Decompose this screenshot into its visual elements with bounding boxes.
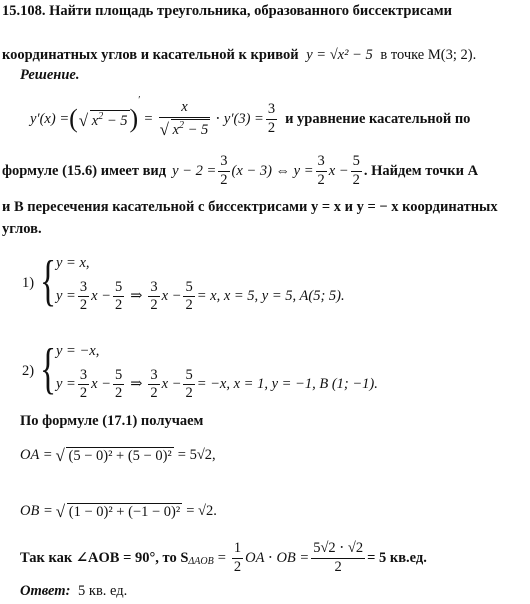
area-fraction: $\frac{5√2 \cdot √2}{2}$ (313, 540, 364, 575)
ob-lhs: OB = (20, 502, 53, 519)
solution-label: Решение. (20, 67, 80, 83)
point-text: в точке M(3; 2). (380, 47, 477, 63)
oa-sqrt: √ (5 − 0)² + (5 − 0)² (56, 447, 173, 464)
case-2-result: = −x, x = 1, y = −1, B (1; −1). (196, 376, 378, 393)
tangent-line: формуле (15.6) имеет вид y − 2 = $\frac{3}{2}$ (x − 3) ⇔ y = $\frac{3}{2}$ x − $\frac{5}{2}$ . Найдем точки A (2, 153, 479, 188)
area-mid: OA ⋅ OB = (245, 549, 310, 566)
tangent-eq-2: (x − 3) ⇔ y = (231, 162, 314, 179)
derivative-line: y′(x) = ( √ $x^2 - 5$ ) ′ = x √ $x^2 - 5$ ⋅ y′(3) = $\frac{3}{2}$ и уравнение касательной по (30, 96, 470, 142)
case-2-system: 2) { y = −x, y = $\frac{3}{2}$ x − $\frac{5}{2}$ ⇒ $\frac{3}{2}$ x − $\frac{5}{2}$ = −x, x = 1, y = −1, B (1; −1). (22, 338, 378, 402)
case-2-row-2: y = $\frac{3}{2}$ x − $\frac{5}{2}$ ⇒ $\frac{3}{2}$ x − $\frac{5}{2}$ = −x, x = 1, y = −1, B (1; −1). (56, 367, 378, 402)
problem-statement-2: координатных углов и касательной к кривой (2, 47, 299, 63)
area-suffix: = 5 кв.ед. (367, 549, 427, 566)
oa-result: = 5√2, (177, 446, 216, 463)
area-subscript: ΔAOB (188, 556, 214, 567)
ob-result: = √2. (186, 502, 217, 519)
answer-label: Ответ: (20, 583, 71, 599)
case-1-system: 1) { y = x, y = $\frac{3}{2}$ x − $\frac{5}{2}$ ⇒ $\frac{3}{2}$ x − $\frac{5}{2}$ = x, x = 5, y = 5, A(5; 5). (22, 250, 345, 314)
case-1-row-1: y = x, (56, 255, 90, 271)
ob-equation (20, 494, 217, 528)
tangent-eq-3: x − (328, 162, 349, 179)
intro-line-3: углов. (2, 221, 42, 237)
tangent-eq-1: y − 2 = (172, 162, 217, 179)
intro-line-2: и B пересечения касательной с биссектрисами y = x и y = − x координатных (2, 199, 498, 215)
derivative-lhs: y′(x) = (30, 110, 70, 127)
oa-lhs: OA = (20, 446, 53, 463)
case-2-label: 2) (22, 363, 35, 379)
answer-value: 5 кв. ед. (78, 583, 128, 599)
case-1-result: = x, x = 5, y = 5, A(5; 5). (196, 288, 345, 305)
derivative-at-3: ⋅ y′(3) = (215, 110, 264, 127)
answer-line (20, 584, 127, 599)
area-line: Так как ∠AOB = 90°, то S $_{\Delta AOB}$ = $\frac{1}{2}$ OA ⋅ OB = $\frac{5√2 \cdot √2}{2}$ = 5 кв.ед. (20, 540, 427, 575)
slope-fraction: $\frac{3}{2}$ (267, 101, 276, 136)
problem-line-1 (2, 4, 452, 19)
case-1-label: 1) (22, 275, 35, 291)
case-1-row-2: y = $\frac{3}{2}$ x − $\frac{5}{2}$ ⇒ $\frac{3}{2}$ x − $\frac{5}{2}$ = x, x = 5, y = 5, A(5; 5). (56, 279, 345, 314)
area-prefix: Так как ∠AOB = 90°, то S (20, 549, 189, 566)
problem-number: 15.108. (2, 3, 46, 19)
case-2-row-1: y = −x, (56, 343, 100, 359)
ob-sqrt: √ (1 − 0)² + (−1 − 0)² (57, 503, 182, 520)
tangent-prefix: формуле (15.6) имеет вид (2, 162, 167, 179)
problem-statement-1: Найти площадь треугольника, образованного биссектрисами (49, 3, 452, 19)
tangent-suffix: . Найдем точки A (363, 162, 479, 179)
curve-equation: y = √x² − 5 (306, 47, 373, 63)
sqrt-expression: √ $x^2 - 5$ (80, 110, 130, 128)
derivative-tail: и уравнение касательной по (285, 110, 471, 127)
oa-equation (20, 438, 216, 472)
derivative-fraction: x √ $x^2 - 5$ (159, 100, 211, 137)
formula-reference: По формуле (17.1) получаем (20, 413, 204, 429)
problem-line-2 (2, 48, 476, 63)
